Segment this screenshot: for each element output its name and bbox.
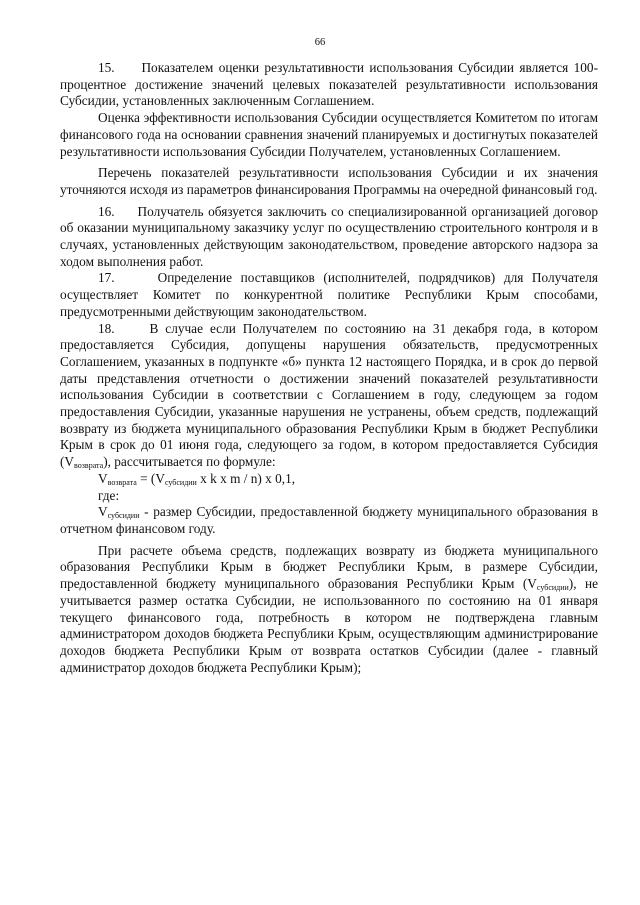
- definition-v-subsidy: [60, 504, 598, 537]
- paragraph-15: 15. Показателем оценки результативности использования Субсидии является 100-процентное достижение значений целевых показателей результативности использования Субсидии, установленных заключенным Соглашением.: [60, 60, 598, 109]
- definition-v: V: [98, 504, 108, 520]
- definition-subscript: субсидии: [107, 511, 140, 521]
- paragraph-18-tail: ), рассчитывается по формуле:: [103, 454, 276, 470]
- definition-text: - размер Субсидии, предоставленной бюджету муниципального образования в отчетном финансовом году.: [60, 504, 598, 536]
- formula-sub-left: возврата: [107, 477, 137, 487]
- formula-v: V: [98, 470, 108, 486]
- calculation-text-a: При расчете объема средств, подлежащих возврату из бюджета муниципального образования Республики Крым в бюджет Республики Крым, в размере Субсидии, предоставленной бюджету муниципального образования Республики Крым (V: [60, 542, 598, 592]
- formula-rest: х k х m / n) х 0,1,: [196, 470, 296, 486]
- formula-line: [60, 471, 598, 488]
- paragraph-18: [60, 321, 598, 471]
- document-body: [60, 60, 598, 676]
- calculation-text-b: ), не учитывается размер остатка Субсидии, не использованного по состоянию на 01 января текущего финансового года, потребность в котором не подтверждена главным администратором доходов бюджета Республики Крым, осуществляющим администрирование доходов бюджета Республики Крым от возврата остатков Субсидии (далее - главный администратор доходов бюджета Республики Крым);: [60, 576, 598, 675]
- paragraph-17: 17. Определение поставщиков (исполнителей, подрядчиков) для Получателя осуществляет Комитет по конкурентной политике Республики Крым способами, предусмотренными действующим законодательством.: [60, 270, 598, 319]
- formula-sub-right: субсидии: [164, 477, 197, 487]
- paragraph-evaluation: Оценка эффективности использования Субсидии осуществляется Комитетом по итогам финансового года на основании сравнения значений планируемых и достигнутых показателей результативности использования Субсидии Получателем, установленных Соглашением.: [60, 110, 598, 159]
- calculation-subscript: субсидии: [536, 583, 569, 593]
- where-label: где:: [98, 487, 120, 503]
- paragraph-16: 16. Получатель обязуется заключить со специализированной организацией договор об оказании муниципальному заказчику услуг по осуществлению строительного контроля и в случаях, установленных действующим законодательством, проведение авторского надзора за ходом выполнения работ.: [60, 203, 598, 269]
- paragraph-calculation: [60, 543, 598, 677]
- paragraph-indicator-list: Перечень показателей результативности использования Субсидии и их значения уточняются исходя из параметров финансирования Программы на очередной финансовый год.: [60, 165, 598, 197]
- page-number: 66: [314, 37, 326, 48]
- formula-mid: = (V: [136, 470, 165, 486]
- paragraph-18-text: 18. В случае если Получателем по состоянию на 31 декабря года, в котором предоставляется Субсидия, допущены нарушения обязательств, предусмотренных Соглашением, указанных в подпункте «б» пункта 12 настоящего Порядка, и в срок до первой даты представления отчетности о достижении значений показателей результативности использования Субсидии в соответствии с Соглашением в году, следующем за годом предоставления Субсидии, указанные нарушения не устранены, объем средств, подлежащий возврату из бюджета муниципального образования Республики Крым в бюджет Республики Крым в срок до 01 июня года, следующего за годом, в котором предоставляется Субсидия (V: [60, 320, 598, 470]
- paragraph-18-subscript: возврата: [74, 461, 104, 471]
